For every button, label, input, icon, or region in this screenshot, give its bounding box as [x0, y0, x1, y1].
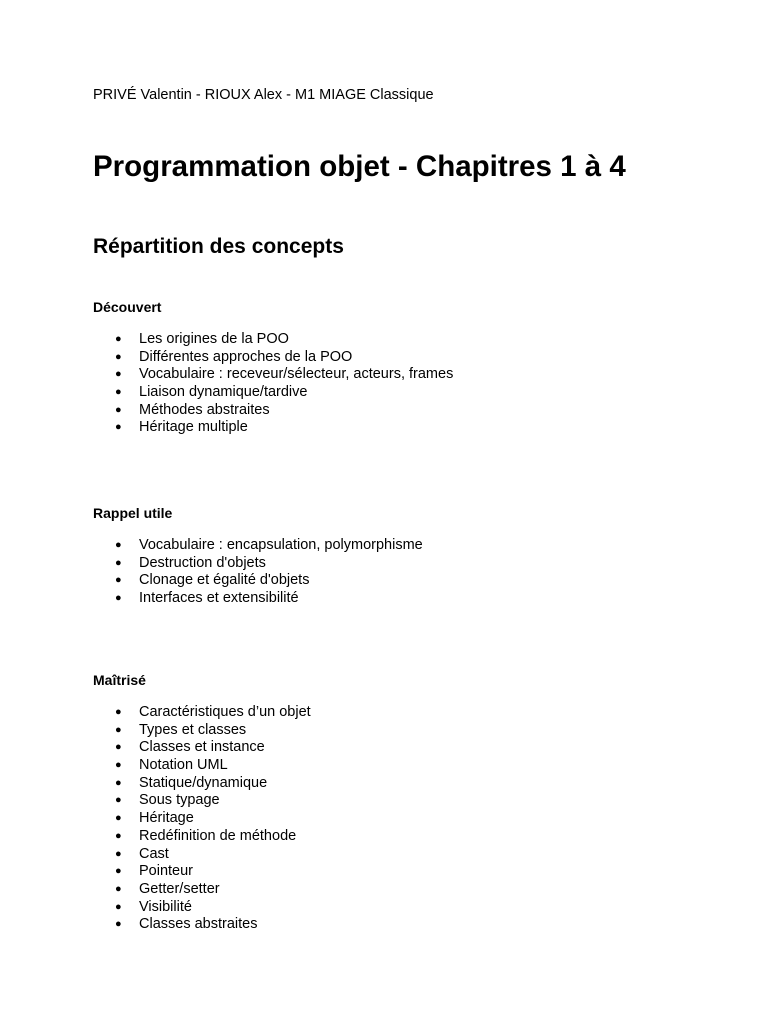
list-rappel: [93, 537, 423, 608]
list-item: ● Pointeur: [93, 863, 311, 881]
list-item: ● Notation UML: [93, 757, 311, 775]
list-item: ● Visibilité: [93, 899, 311, 917]
list-item: ● Vocabulaire : encapsulation, polymorphisme: [93, 537, 423, 555]
list-maitrise: [93, 704, 311, 934]
list-item: ● Les origines de la POO: [93, 331, 453, 349]
list-item: ● Getter/setter: [93, 881, 311, 899]
list-decouvert: [93, 331, 453, 437]
list-item: ● Redéfinition de méthode: [93, 828, 311, 846]
group-heading-rappel: Rappel utile: [93, 505, 173, 521]
group-heading-decouvert: Découvert: [93, 299, 162, 315]
list-item: ● Méthodes abstraites: [93, 402, 453, 420]
list-item: ● Liaison dynamique/tardive: [93, 384, 453, 402]
list-item: ● Caractéristiques d’un objet: [93, 704, 311, 722]
group-heading-maitrise: Maîtrisé: [93, 672, 146, 688]
list-item: ● Cast: [93, 846, 311, 864]
section-heading: Répartition des concepts: [93, 235, 344, 258]
list-item: ● Classes abstraites: [93, 916, 311, 934]
list-item: ● Classes et instance: [93, 739, 311, 757]
list-item: ● Destruction d'objets: [93, 555, 423, 573]
list-item: ● Différentes approches de la POO: [93, 349, 453, 367]
list-item: ● Sous typage: [93, 792, 311, 810]
list-item: ● Héritage multiple: [93, 419, 453, 437]
list-item: ● Héritage: [93, 810, 311, 828]
list-item: ● Statique/dynamique: [93, 775, 311, 793]
list-item: ● Clonage et égalité d'objets: [93, 572, 423, 590]
list-item: ● Vocabulaire : receveur/sélecteur, acteurs, frames: [93, 366, 453, 384]
document-title: Programmation objet - Chapitres 1 à 4: [93, 150, 626, 183]
list-item: ● Interfaces et extensibilité: [93, 590, 423, 608]
list-item: ● Types et classes: [93, 722, 311, 740]
authors-line: PRIVÉ Valentin - RIOUX Alex - M1 MIAGE Classique: [93, 87, 434, 103]
